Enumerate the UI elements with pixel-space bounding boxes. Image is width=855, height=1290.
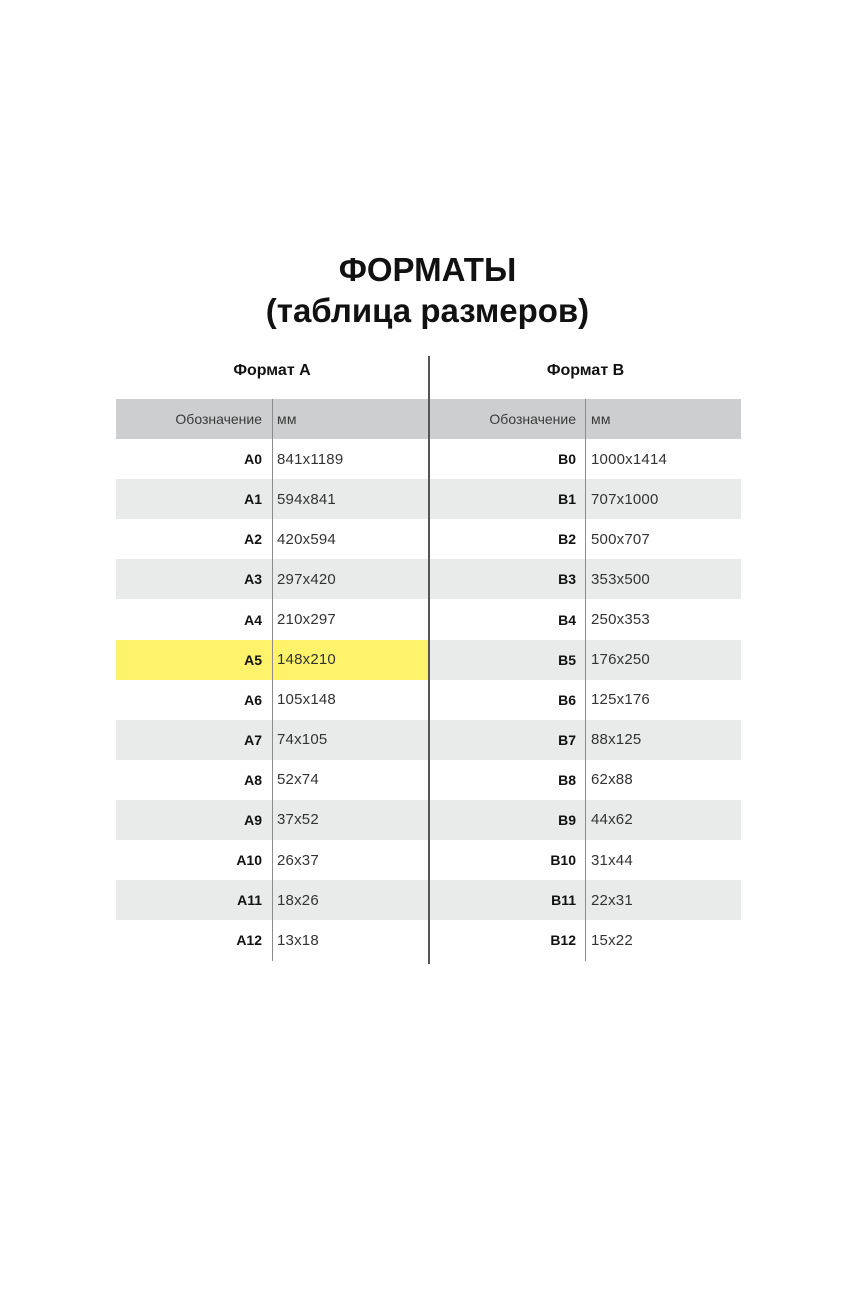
format-b-format-size: 1000x1414: [591, 450, 668, 468]
format-b-format-size: 44x62: [591, 811, 633, 829]
page-subtitle: (таблица размеров): [265, 292, 590, 329]
format-b-col-name: Обозначение: [489, 411, 576, 428]
format-b-format-name: B3: [558, 571, 576, 588]
format-a-format-name: A8: [244, 771, 262, 788]
format-a-format-size: 26x37: [277, 851, 319, 869]
format-a-format-size: 420x594: [277, 530, 336, 548]
format-a-format-name: A0: [244, 451, 262, 468]
format-a-format-size: 841x1189: [277, 450, 344, 468]
format-a-format-size: 297x420: [277, 570, 336, 588]
format-a-format-size: 105x148: [277, 691, 336, 709]
format-b-format-size: 250x353: [591, 611, 650, 629]
format-b-format-name: B5: [558, 651, 576, 668]
format-a-format-name: A6: [244, 691, 262, 708]
format-b-format-size: 125x176: [591, 691, 650, 709]
format-b-format-size: 15x22: [591, 931, 633, 949]
format-b-format-size: 176x250: [591, 651, 650, 669]
format-a-format-size: 37x52: [277, 811, 319, 829]
format-b-format-name: B7: [558, 731, 576, 748]
format-b-format-size: 707x1000: [591, 490, 659, 508]
format-a-format-name: A9: [244, 811, 262, 828]
format-a-format-size: 594x841: [277, 490, 336, 508]
format-a-format-name: A12: [236, 932, 262, 949]
format-a-format-name: A10: [236, 852, 262, 869]
format-a-format-size: 52x74: [277, 771, 319, 789]
format-b-format-name: B11: [551, 892, 576, 909]
format-a-format-name: A2: [244, 531, 262, 548]
format-b-format-name: B8: [558, 771, 576, 788]
format-a-format-size: 74x105: [277, 731, 328, 749]
format-a-format-name: A4: [244, 611, 262, 628]
format-b-format-size: 88x125: [591, 731, 642, 749]
format-a-format-size: 13x18: [277, 931, 319, 949]
format-a-format-size: 148x210: [277, 651, 336, 669]
format-a-format-size: 18x26: [277, 891, 319, 909]
format-a-format-name: A5: [244, 651, 262, 668]
page-title: ФОРМАТЫ: [338, 251, 517, 288]
format-a-format-size: 210x297: [277, 611, 336, 629]
format-b-col-mm: мм: [591, 411, 611, 428]
format-b-format-size: 31x44: [591, 851, 633, 869]
format-b-format-size: 62x88: [591, 771, 633, 789]
format-b-format-name: B10: [550, 852, 576, 869]
format-b-format-name: B4: [558, 611, 576, 628]
format-a-format-name: A3: [244, 571, 262, 588]
format-b-format-name: B12: [550, 932, 576, 949]
format-b-format-name: B1: [558, 491, 576, 508]
format-b-heading: Формат В: [546, 362, 625, 379]
format-a-format-name: A11: [237, 892, 262, 909]
format-a-col-name: Обозначение: [175, 411, 262, 428]
format-b-format-name: B0: [558, 451, 576, 468]
format-b-format-name: B6: [558, 691, 576, 708]
format-a-format-name: A1: [244, 491, 262, 508]
format-b-format-name: B9: [558, 811, 576, 828]
format-a-column-separator: [272, 399, 273, 961]
format-a-col-mm: мм: [277, 411, 297, 428]
format-b-format-size: 500x707: [591, 530, 650, 548]
format-b-format-size: 22x31: [591, 891, 633, 909]
format-b-format-size: 353x500: [591, 570, 650, 588]
format-a-heading: Формат А: [233, 362, 311, 379]
format-b-column-separator: [585, 399, 586, 961]
format-b-format-name: B2: [558, 531, 576, 548]
format-a-format-name: A7: [244, 731, 262, 748]
